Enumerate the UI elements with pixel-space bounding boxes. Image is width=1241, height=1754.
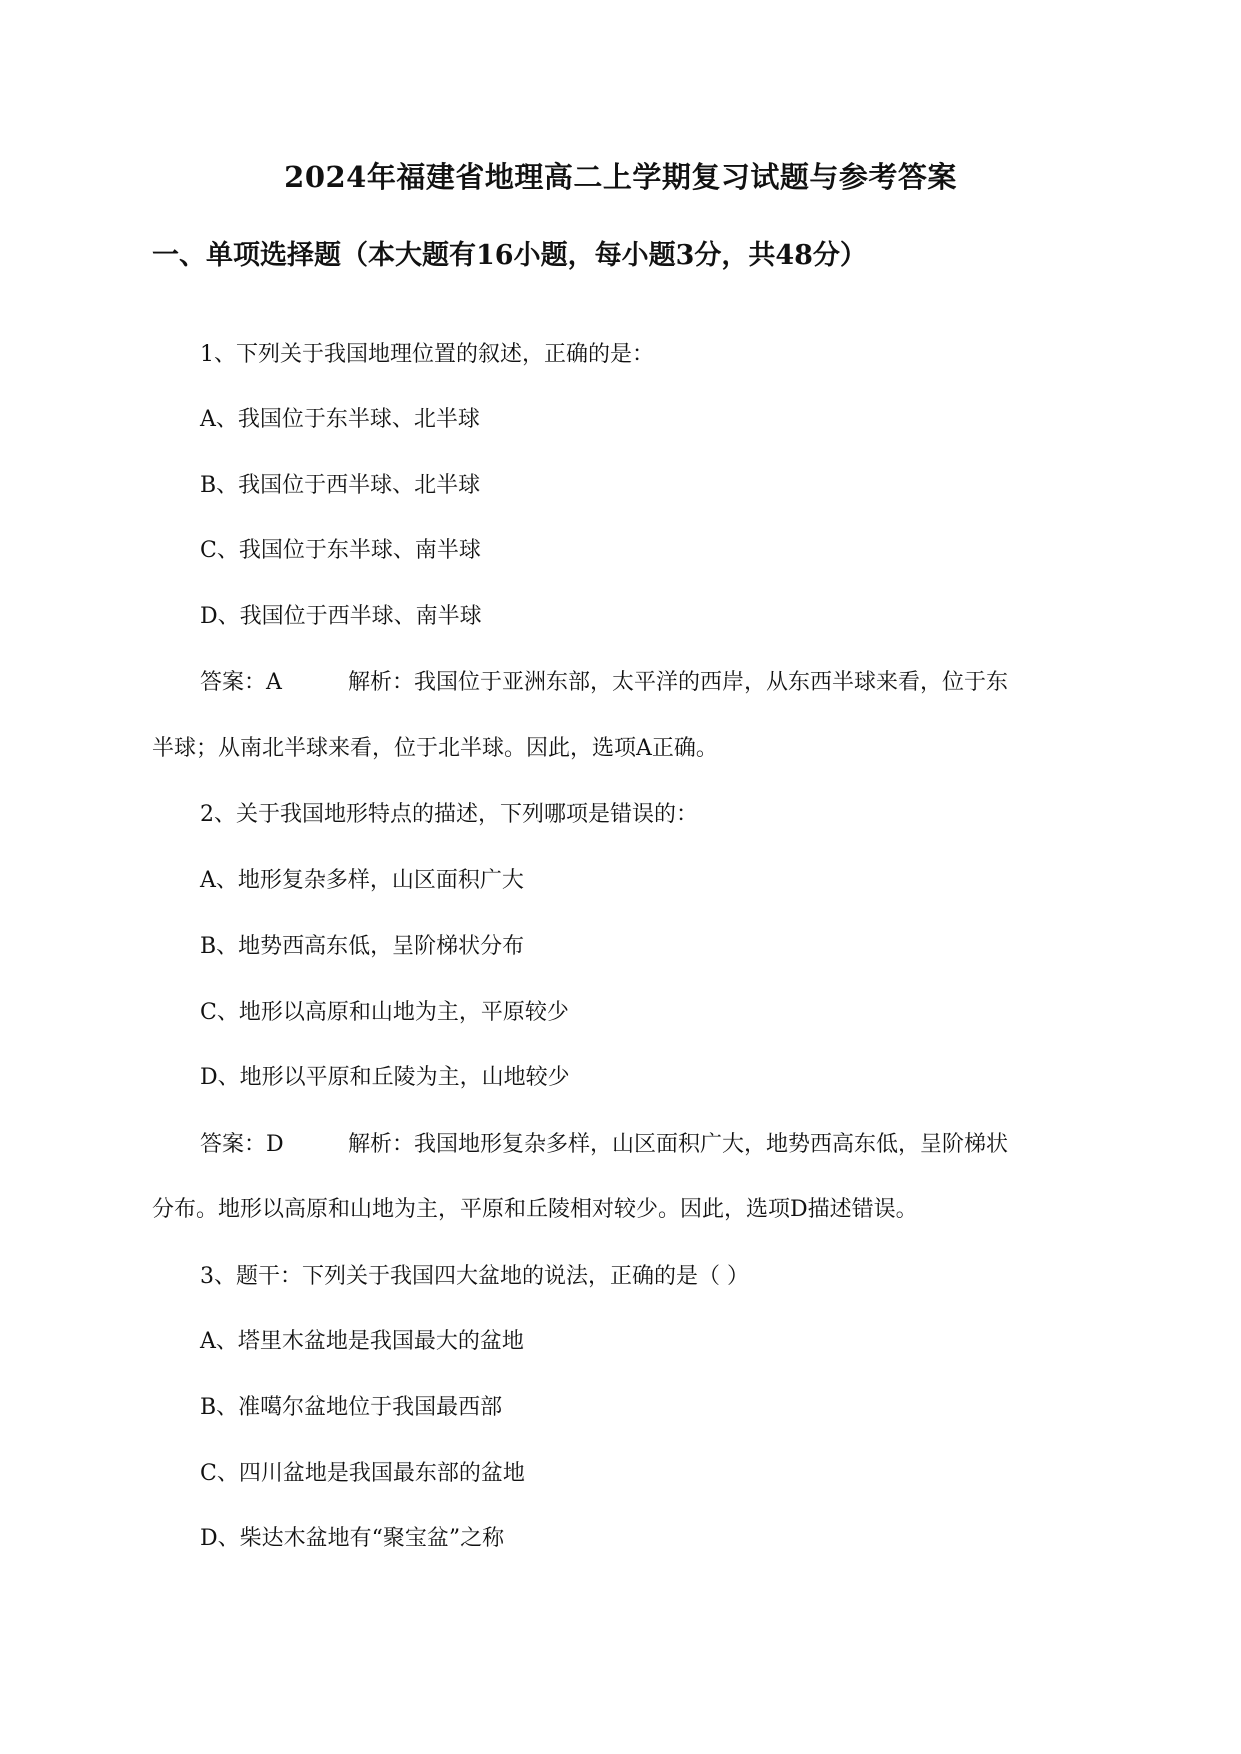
option-c: C、四川盆地是我国最东部的盆地 [200,1461,525,1486]
option-b: B、地势西高东低，呈阶梯状分布 [200,934,525,959]
question-stem: 2、关于我国地形特点的描述，下列哪项是错误的： [200,802,698,827]
option-a: A、塔里木盆地是我国最大的盆地 [200,1329,524,1354]
analysis-continuation: 半球；从南北半球来看，位于北半球。因此，选项A正确。 [152,736,718,761]
option-b: B、准噶尔盆地位于我国最西部 [200,1395,503,1420]
answer-label: 答案：D [200,1132,284,1157]
document-title: 2024年福建省地理高二上学期复习试题与参考答案 [284,160,957,194]
option-c: C、地形以高原和山地为主，平原较少 [200,1000,569,1025]
question-stem: 1、下列关于我国地理位置的叙述，正确的是： [200,342,654,367]
question-stem: 3、题干：下列关于我国四大盆地的说法，正确的是（ ） [200,1264,749,1289]
option-a: A、地形复杂多样，山区面积广大 [200,868,524,893]
option-d: D、我国位于西半球、南半球 [200,604,482,629]
option-d: D、地形以平原和丘陵为主，山地较少 [200,1065,570,1090]
answer-label: 答案：A [200,670,282,695]
answer-analysis [200,1130,1008,1160]
option-d: D、柴达木盆地有“聚宝盆”之称 [200,1526,505,1551]
section-heading: 一、单项选择题（本大题有16小题，每小题3分，共48分） [152,240,867,271]
option-b: B、我国位于西半球、北半球 [200,473,481,498]
analysis-text: 解析：我国位于亚洲东部，太平洋的西岸，从东西半球来看，位于东 [348,670,1009,695]
analysis-continuation: 分布。地形以高原和山地为主，平原和丘陵相对较少。因此，选项D描述错误。 [152,1197,918,1222]
analysis-text: 解析：我国地形复杂多样，山区面积广大，地势西高东低，呈阶梯状 [348,1132,1009,1157]
answer-analysis [200,668,1008,698]
option-a: A、我国位于东半球、北半球 [200,407,480,432]
option-c: C、我国位于东半球、南半球 [200,538,481,563]
